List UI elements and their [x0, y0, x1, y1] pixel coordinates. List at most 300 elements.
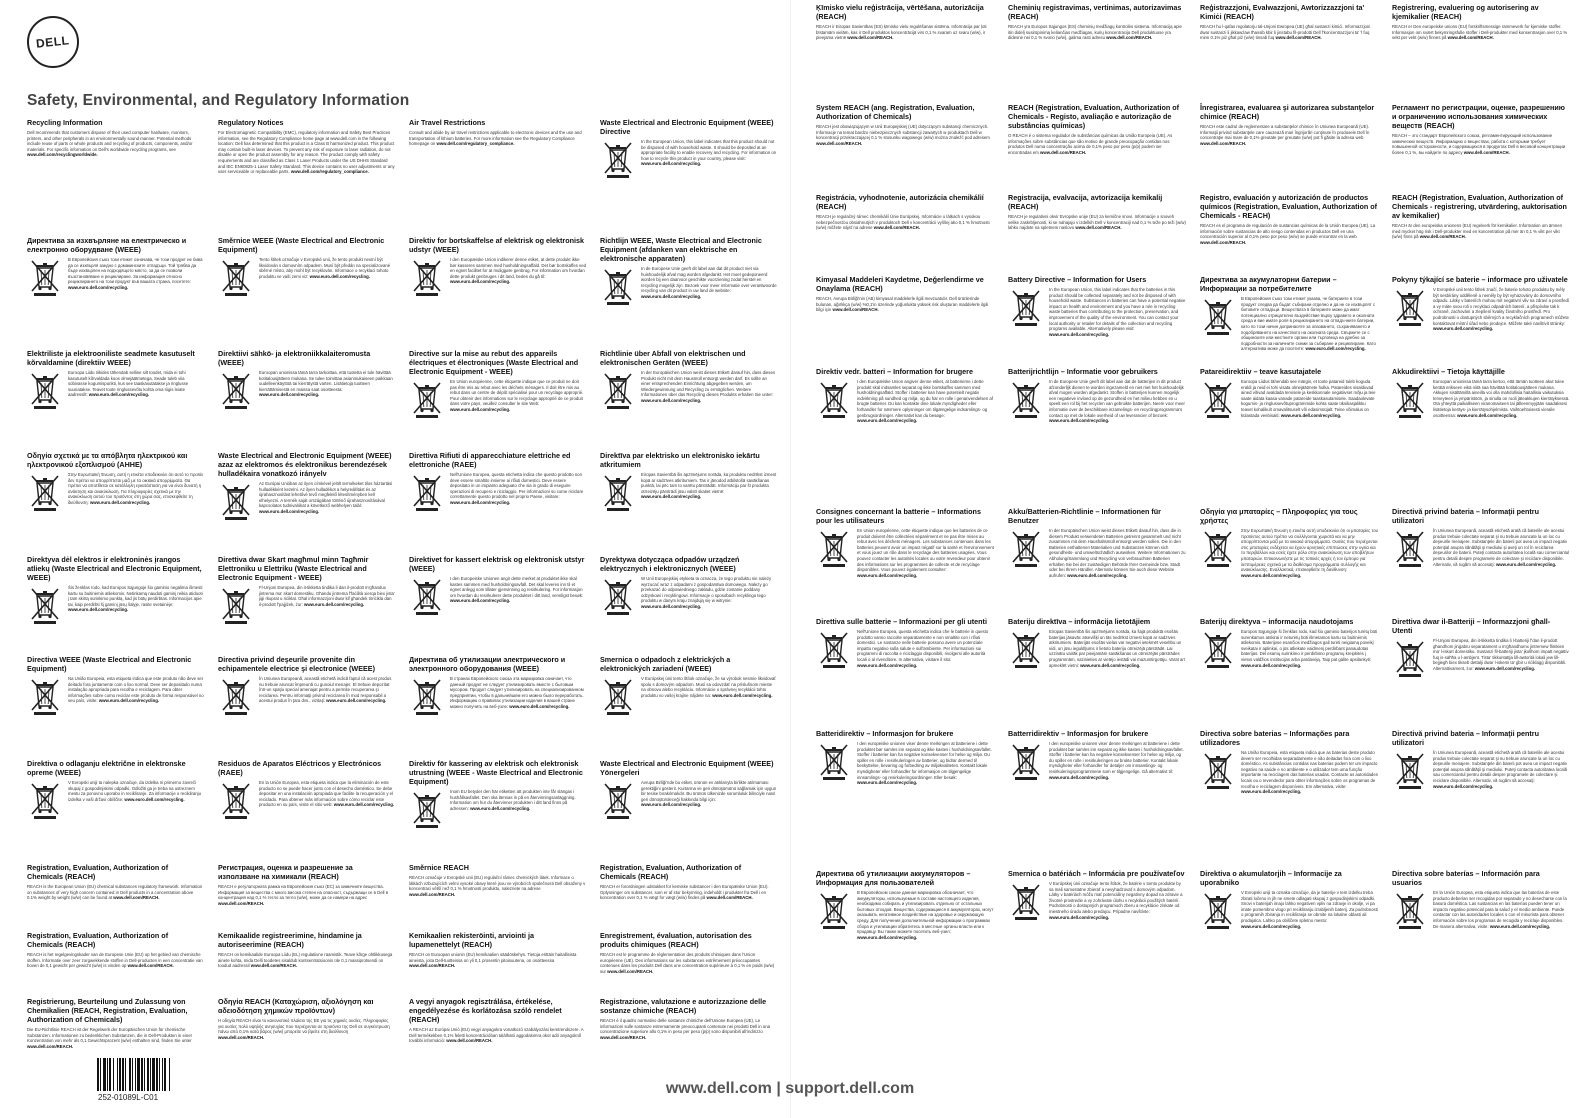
- section: [218, 118, 395, 236]
- section-text: [641, 780, 777, 820]
- section: [1008, 367, 1186, 507]
- section-text: [450, 379, 586, 419]
- section-body-text: REACH označuje v Evropské unii (EU) regulační rámec chemických látek. Informace o látkách vzbuzujících velmi vysoké obavy které jsou ve výrobcích společnosti Dell obsaženy v koncentraci větší než 0,1 % hmotnosti produktu, naleznete na adrese: [409, 875, 586, 892]
- section-url-link[interactable]: www.euro.dell.com/recycling.: [857, 780, 918, 786]
- section-text: [1008, 133, 1186, 155]
- section-body: [1200, 296, 1378, 352]
- crossed-bin-icon: [816, 379, 852, 419]
- section-body-text: V Evropski uniji ta oznaka označuje, da je baterije v tem izdelku treba zbirati ločeno in jih ne smete odlagati skupaj z gospodinjskimi odpadki. Snovi v baterijah imajo lahko negativen vpliv na zdravje in okolje, vi pa imate pomembno vlogo pri recikliranju izrabljenih baterij. Za podrobnosti o programih zbiranja in recikliranja se obrnite na lokalne oblasti ali prodajalca. Lahko pa obiščete spletno mesto:: [1241, 890, 1378, 923]
- section-body-text: In der Europäischen Union weist dieses Etikett darauf hin, dass die in diesem Produkt verwendeten Batterien getrennt gesammelt und nicht zusammen mit dem Haushaltsmüll entsorgt werden sollen. Die in den Batterien enthaltenen Materialien und Substanzen können sich gesundheits- und umweltschädlich auswirken. Weitere Informationen zu Abholung/Sammlung und Recycling von verbrauchten Batterien erhalten Sie bei der zuständigen Behörde Ihrer Gemeinde bzw. Stadt oder bei Ihrem Händler. Alternativ können Sie auch diese Website aufrufen:: [1049, 528, 1186, 578]
- section-heading: Battery Directive – Information for Users: [1008, 275, 1147, 284]
- crossed-bin-icon: [1200, 890, 1236, 930]
- section: [409, 236, 586, 349]
- section-body: [409, 676, 586, 716]
- section-heading: Waste Electrical and Electronic Equipment (WEEE) azaz az elektromos és elektronikus berendezések hulladékaira vonatkozó irányelv: [218, 451, 392, 478]
- section: [1392, 275, 1570, 367]
- crossed-bin-icon: [1200, 750, 1236, 790]
- section-url-link[interactable]: www.dell.com/REACH.: [409, 963, 456, 969]
- section-body: [816, 629, 994, 669]
- section-body-text: V Evropské unii tento štítek značí, že baterie tohoto produktu by měly být sesbírány odděleně a neměly by být vyhazovány do domovního odpadu. Látky v bateriích mohou mít negativní vliv na zdraví a prostředí a vy máte svou roli v recyklaci odpadních baterií, a přispíváte tak k ochraně, zachování a zlepšení kvality životního prostředí. Pro podrobnosti o dostupných sběrných a recyklačních programech můžete kontaktovat místní úřad nebo prodejce. Můžete také navštívit stránky:: [1433, 287, 1570, 326]
- section-heading: Directiva sobre baterías – Información para usuarios: [1392, 869, 1540, 887]
- section-url-link[interactable]: www.dell.com/REACH.: [816, 140, 863, 146]
- section-url-link[interactable]: www.euro.dell.com/recycling.: [304, 601, 365, 607]
- section-text: [1241, 528, 1378, 578]
- section: [218, 997, 395, 1081]
- section-body-text: REACH hu l-qafas regolatorju tal-Unjoni Ewropea (UE) għal sustanzi kimiċi. Informazzjoni dwar sustanzi li jikkawżaw tħassib kbir li jinstabu fil-prodotti Dell f'konċentrazzjoni ta' 'l fuq minn 0.1% piż għal piż (w/w) tinsab fuq: [1200, 24, 1371, 41]
- section-body: [816, 214, 994, 231]
- section-url-link[interactable]: www.euro.dell.com/recycling.: [68, 607, 129, 613]
- section-heading: Registrering, evaluering og autorisering av kjemikalier (REACH): [1392, 3, 1539, 21]
- section-url-link[interactable]: www.euro.dell.com/recycling.: [641, 293, 702, 299]
- section-text: [1200, 24, 1378, 41]
- section-url-link[interactable]: www.euro.dell.com/recycling.: [1433, 326, 1494, 332]
- section-text: [1049, 629, 1186, 669]
- section-body-text: Na União Europeia, esta etiqueta indica que este produto não deve ser deitado fora juntamente com o lixo normal. Deve ser depositado numa instalação apropriada para recolha e reciclagem. Para obter informações sobre como reciclar este produto de forma responsável no seu país, visite:: [68, 676, 204, 704]
- section-url-link[interactable]: www.dell.com/REACH.: [1419, 234, 1466, 240]
- crossed-bin-icon: [218, 370, 254, 410]
- section-body-text: REACH, Avrupa Birliği'nin (AB) kimyasal maddelerle ilgili mevzuatıdır. Dell ürünlerinde bulunan, ağırlıkça (w/w) %0,1'in üzerinde yoğunlukta yüksek risk oluşturan maddelerle ilgili bilgi için: [816, 296, 989, 313]
- section-url-link[interactable]: www.dell.com/regulatory_compliance.: [436, 141, 515, 147]
- section-url-link[interactable]: www.euro.dell.com/recycling.: [98, 698, 160, 704]
- section-body: [1392, 638, 1570, 678]
- section: [27, 555, 204, 655]
- section-text: [409, 875, 586, 897]
- section: [218, 655, 395, 759]
- section-text: [259, 370, 395, 410]
- section: [600, 997, 777, 1081]
- section: [600, 118, 777, 236]
- section-body: [1200, 379, 1378, 419]
- section-body-text: Euroopan unionissa tämä tarra tarkoittaa, että tuotetta ei tule hävittää kotitalousjätteen mukana. Se tulee toimittaa asianmukaiseen paikkaan uudelleenkäyttöä tai kierrätystä varten. Lisätietoja tuotteen kierrättämisestä eri maissa saat osoitteesta:: [259, 370, 393, 392]
- section: [816, 729, 994, 869]
- section-text: [450, 576, 586, 616]
- section-body: [27, 257, 204, 297]
- crossed-bin-icon: [1008, 741, 1044, 781]
- left-panel: [0, 0, 790, 1118]
- crossed-bin-icon: [600, 576, 636, 616]
- crossed-bin-icon: [1008, 629, 1044, 669]
- section-body: [600, 676, 777, 716]
- section-url-link[interactable]: www.dell.com/REACH.: [113, 895, 160, 901]
- section-heading: Akkudirektiivi – Tietoja käyttäjille: [1392, 367, 1505, 376]
- section-heading: Richtlijn WEEE, Waste Electrical and Electronic Equipment (afdanken van elektrische en elektronische apparaten): [600, 236, 762, 263]
- crossed-bin-icon: [1392, 379, 1428, 419]
- section-body-text: REACH is het regelgevingskader van de Europese Unie (EU) op het gebied van chemische stoffen. Informatie over zeer zorgwekkende stoffen in Dell-producten in een concentratie van boven de 0,1 gewicht per gewicht (w/w) is vinden op: [27, 952, 203, 969]
- crossed-bin-icon: [218, 585, 254, 625]
- section-body-text: В Европейском союзе данная маркировка обозначает, что аккумуляторы, используемые в составе настоящего изделия, необходимо собирать и утилизировать отдельно от остальных бытовых отходов. Вещества, содержащиеся в аккумуляторах, могут оказывать негативное воздействие на здоровье и окружающую среду. Для получения дополнительной информации о программах сбора и утилизации обратитесь в местные органы власти или к продавцу. Вы также можете посетить веб-узел:: [857, 890, 994, 935]
- section-body: [816, 379, 994, 424]
- section-url-link[interactable]: www.euro.dell.com/recycling.: [1049, 331, 1110, 337]
- section-text: [1241, 750, 1378, 795]
- section-body: [1392, 287, 1570, 332]
- section-url-link[interactable]: www.euro.dell.com/recycling.: [857, 662, 918, 668]
- crossed-bin-icon: [27, 257, 63, 297]
- section-heading: Kimyasal Maddeleri Kaydetme, Değerlendirme ve Onaylama (REACH): [816, 275, 984, 293]
- section-heading: Înregistrarea, evaluarea şi autorizarea substanţelor chimice (REACH): [1200, 103, 1375, 121]
- barcode: [97, 1058, 195, 1091]
- section-url-link[interactable]: www.dell.com/regulatory_compliance.: [290, 169, 369, 175]
- section-text: [218, 884, 395, 906]
- section-body: [218, 952, 395, 969]
- section-body: [1008, 881, 1186, 921]
- section-body: [1200, 750, 1378, 795]
- section-url-link[interactable]: www.euro.dell.com/recycling.: [1067, 572, 1128, 578]
- section-heading: Cheminių registravimas, vertinimas, autorizavimas (REACH): [1008, 3, 1182, 21]
- section-text: [1008, 24, 1186, 41]
- section-url-link[interactable]: www.euro.dell.com/recycling.: [89, 499, 151, 505]
- section-heading: Direktīva par elektrisko un elektronisko iekārtu atkritumiem: [600, 451, 760, 469]
- section-heading: Οδηγία σχετικά με τα απόβλητα ηλεκτρικού και ηλεκτρονικού εξοπλισμού (ΑΗΗΕ): [27, 451, 188, 469]
- section-heading: Директива за акумулаторни батерии – Информации за потребителите: [1200, 275, 1337, 293]
- section-heading: Direttiva Rifiuti di apparecchiature elettriche ed elettroniche (RAEE): [409, 451, 571, 469]
- section-heading: Směrnice REACH: [409, 863, 469, 872]
- section-heading: Reģistrazzjoni, Evalwazzjoni, Awtorizzazzjoni ta' Kimiċi (REACH): [1200, 3, 1365, 21]
- section-text: [68, 257, 204, 297]
- section-body: [1200, 629, 1378, 669]
- section-heading: Waste Electrical and Electronic Equipment (WEEE) Directive: [600, 118, 774, 136]
- section-body-text: REACH er forordningen udstukket for kemiske substancer i den Europæiske Union (EU). Oplysninger om substancer, som er af stor bekymring, indeholdt i produkter fra Dell i en koncentration over 0,1 % vægt for vægt (w/w) findes på: [600, 884, 769, 901]
- crossed-bin-icon: [218, 257, 254, 297]
- section-heading: Registrierung, Beurteilung und Zulassung von Chemikalien (REACH, Registration, Evaluation, Authorization of Chemicals): [27, 997, 188, 1024]
- section-body-text: REACH är den europeiska unionens (EU) regelverk för kemikalier. Information om ämnen med mycket hög risk i Dell-produkter med en koncentration på mer än 0,1 % vikt per vikt (w/w) finns på: [1392, 223, 1563, 240]
- section-url-link[interactable]: www.euro.dell.com/recycling.: [641, 802, 702, 808]
- section-heading: Recycling Information: [27, 118, 103, 127]
- section-url-link[interactable]: www.dell.com/REACH.: [1200, 239, 1247, 245]
- section-text: [816, 214, 994, 231]
- section-heading: Smernica o batériách – Informácia pre používateľov: [1008, 869, 1185, 878]
- section-body-text: Europos Sąjungoje ši ženklas rodo, kad šio gaminio baterijos turėtų būti surenkamos atskirai ir neturėtų būti išmetamos kartu su buitinėmis atliekomis. Baterijose esančios medžiagos gali turėti neigiamą poveikį sveikatai ir aplinkai, o jūs atliekate vaidmenį perdirbant panaudotas baterijas. Dėl esamų surinkimo ir perdirbimo programų kreipkitės į vietos valdžios institucijas arba pardavėją. Taip pat galite apsilankyti:: [1241, 629, 1378, 662]
- section-body: [218, 1018, 395, 1040]
- section-text: [27, 1027, 204, 1049]
- section-body: [816, 124, 994, 146]
- crossed-bin-icon: [816, 890, 852, 930]
- section-text: [600, 884, 777, 901]
- section-url-link[interactable]: www.dell.com/REACH.: [250, 963, 297, 969]
- section-heading: Enregistrement, évaluation, autorisation des produits chimiques (REACH): [600, 931, 752, 949]
- barcode-bar: [170, 1058, 171, 1091]
- section-url-link[interactable]: www.dell.com/REACH.: [218, 1034, 265, 1040]
- section: [218, 349, 395, 451]
- section-url-link[interactable]: www.dell.com/REACH.: [847, 35, 894, 41]
- dell-logo: [27, 16, 79, 68]
- section: [409, 655, 586, 759]
- section-url-link[interactable]: www.euro.dell.com/recycling.: [641, 603, 702, 609]
- section-url-link[interactable]: www.euro.dell.com/recycling.: [641, 161, 702, 167]
- section-text: [1392, 133, 1570, 155]
- section-heading: Direktiivi sähkö- ja elektroniikkalaiteromusta (WEEE): [218, 349, 371, 367]
- section-body-text: REACH er Den europeiske unions (EU) forskriftsmessige rammeverk for kjemiske stoffer. Informasjon om svært bekymringsfulle stoffer i Dell-produkter med konsentrasjon over 0,1 % vekt per vekt (w/w) finnes på: [1392, 24, 1568, 41]
- section-body: [218, 370, 395, 410]
- section-url-link[interactable]: www.euro.dell.com/recycling.: [1241, 789, 1302, 795]
- section-text: [259, 481, 395, 521]
- section: [218, 863, 395, 931]
- section-body: [218, 130, 395, 175]
- section-url-link[interactable]: www.euro.dell.com/recycling.: [1049, 914, 1110, 920]
- section-url-link[interactable]: www.euro.dell.com/recycling.: [1305, 346, 1366, 352]
- section-url-link[interactable]: www.dell.com/REACH.: [706, 895, 753, 901]
- section-url-link[interactable]: www.euro.dell.com/recycling.: [1049, 774, 1110, 780]
- footer-urls: www.dell.com | support.dell.com: [665, 1080, 915, 1097]
- section: [1008, 869, 1186, 1039]
- section-body: [1200, 124, 1378, 146]
- section-body-text: REACH е регулаторната рамка на Европейския съюз (ЕС) за химичните вещества. Информация за вещества с много висока степен на опасност, съдържащи се в Dell в концентрация над 0,1 % тегло за тегло (w/w), може да се намери на адрес: [218, 884, 388, 901]
- section-body-text: Dell recommends that customers dispose of their used computer hardware, monitors, printers, and other peripherals in an environmentally sound manner. Potential methods include reuse of parts or whole products and recycling of products, components, and/or materials. For specific information on Dell's worldwide recycling programs, see: [27, 130, 193, 152]
- section-body-text: V Európskej únii označuje tento štítok, že batérie v tomto produkte by sa mali samostatne zbierať a nevyhadzovať s domovým odpadom. Látky v batériách môžu mať potenciálny negatívny dopad na zdravie a životné prostredie a vy zohrávate úlohu v recyklácii použitých batérií. Podrobnosti o dostupných programoch zberu a recyklácie získate od miestneho úradu alebo predajcu. Prípadne navštívte:: [1049, 881, 1183, 914]
- section-heading: REACH (Registration, Evaluation, Authorization of Chemicals - registrering, utvärdering, auktorisation av kemikalier): [1392, 193, 1567, 220]
- left-sections-grid: [27, 118, 779, 1081]
- crossed-bin-icon: [1200, 296, 1236, 336]
- section-body-text: Eiropas Savienībā šis apzīmējums norāda, ka produktu nedrīkst izmest kopā ar sadzīves atkritumiem. Tas ir jānodod atbilstošā savākšanas punktā, lai pēc tam to varētu pārstrādāt. Informāciju par šī produkta otrreizēju pārstrādi jūsu valstī skatiet vietnē:: [641, 472, 777, 494]
- section-text: [857, 741, 994, 786]
- section: [600, 759, 777, 863]
- section-url-link[interactable]: www.dell.com/REACH.: [218, 900, 265, 906]
- section-text: [816, 296, 994, 313]
- section-heading: Directiva sobre baterias – Informações para utilizadores: [1200, 729, 1350, 747]
- section-text: [1049, 287, 1186, 337]
- section-url-link[interactable]: www.dell.com/REACH.: [1463, 149, 1510, 155]
- section-url-link[interactable]: www.dell.com/REACH.: [127, 963, 174, 969]
- section-url-link[interactable]: www.dell.com/REACH.: [1075, 225, 1122, 231]
- section-url-link[interactable]: www.euro.dell.com/recycling.: [1241, 572, 1302, 578]
- section: [600, 451, 777, 555]
- section-heading: Direttiva dwar il-Batteriji – Informazzjoni għall-Utenti: [1392, 617, 1551, 635]
- section-url-link[interactable]: www.euro.dell.com/recycling.: [1080, 662, 1141, 668]
- section-body-text: Inom EU betyder den här etiketten att produkten inte får slängas i hushållsavfallet. Den ska lämnas in på en återvinningsanläggning. Information om hur du återvinner produkten i ditt land finns på adressen:: [450, 789, 576, 811]
- section-url-link[interactable]: www.euro.dell.com/recycling.: [712, 692, 773, 698]
- section-text: [1392, 223, 1570, 240]
- section-body: [409, 1027, 586, 1044]
- section-body-text: Tento štítek označuje v Evropské unii, že tento produkt nesmí být likvidován s domovním odpadem. Musí být předán na specializované sběrné místo, aby mohl být recyklován. Informace o recyklaci tohoto produktu ve vaší zemi viz:: [259, 257, 391, 279]
- section-body-text: En la Unión Europea, esta etiqueta indica que la eliminación de este producto no se puede hacer junto con el desecho doméstico. Se debe depositar en una instalación apropiada que facilite la recuperación y el reciclado. Para obtener más información sobre cómo reciclar este producto en su país, visite el sitio web:: [259, 780, 394, 808]
- section: [27, 931, 204, 997]
- crossed-bin-icon: [409, 379, 445, 419]
- section: [27, 236, 204, 349]
- section: [600, 349, 777, 451]
- section-body: [218, 780, 395, 820]
- section-text: [68, 472, 204, 512]
- section-url-link[interactable]: www.dell.com/REACH.: [600, 1034, 647, 1040]
- section-heading: Smernica o odpadoch z elektrických a elektronických zariadení (WEEE): [600, 655, 731, 673]
- section-heading: Direktiv vedr. batteri – Information for brugere: [816, 367, 973, 376]
- section-body: [1392, 133, 1570, 155]
- crossed-bin-icon: [409, 576, 445, 616]
- section-url-link[interactable]: www.euro.dell.com/recycling.: [857, 572, 918, 578]
- section-text: [218, 130, 395, 175]
- section: [1008, 507, 1186, 617]
- section-heading: Direktivet for kassert elektrisk og elektronisk utstyr (WEEE): [409, 555, 585, 573]
- section: [218, 555, 395, 655]
- section-text: [450, 789, 586, 829]
- crossed-bin-icon: [27, 370, 63, 410]
- section-heading: Registrazione, valutazione e autorizzazione delle sostanze chimiche (REACH): [600, 997, 767, 1015]
- crossed-bin-icon: [600, 266, 636, 306]
- section-heading: Baterijų direktyva – informacija naudotojams: [1200, 617, 1354, 626]
- crossed-bin-icon: [27, 676, 63, 716]
- section-heading: Batterridirektiv – Informasjon for brukere: [1008, 729, 1149, 738]
- section-url-link[interactable]: www.euro.dell.com/recycling.: [857, 418, 918, 424]
- section-body: [1200, 24, 1378, 41]
- section-url-link[interactable]: www.euro.dell.com/recycling.: [124, 796, 185, 802]
- section-url-link[interactable]: www.euro.dell.com/recycling.: [259, 392, 320, 398]
- section-url-link[interactable]: www.dell.com/REACH.: [1275, 35, 1322, 41]
- section-heading: Residuos de Aparatos Eléctricos y Electrónicos (RAEE): [218, 759, 382, 777]
- section-heading: Registracija, evalvacija, avtorizacija kemikalij (REACH): [1008, 193, 1163, 211]
- section-heading: REACH (Registration, Evaluation, Authorization of Chemicals - Registo, avaliação e autorização de substâncias químicas): [1008, 103, 1180, 130]
- section-text: [1200, 223, 1378, 245]
- section-url-link[interactable]: www.euro.dell.com/recycling.: [326, 698, 387, 704]
- section-url-link[interactable]: www.euro.dell.com/recycling.: [641, 494, 702, 500]
- crossed-bin-icon: [600, 472, 636, 512]
- section-text: [1241, 296, 1378, 352]
- section-url-link[interactable]: www.euro.dell.com/recycling.: [88, 392, 150, 398]
- crossed-bin-icon: [816, 629, 852, 669]
- section: [27, 118, 204, 236]
- section-url-link[interactable]: www.euro.dell.com/recycling.: [1495, 561, 1557, 567]
- section: [409, 863, 586, 931]
- crossed-bin-icon: [816, 528, 852, 568]
- section-url-link[interactable]: www.dell.com/REACH.: [1447, 35, 1494, 41]
- section-url-link[interactable]: www.euro.dell.com/recycling.: [450, 598, 511, 604]
- section-url-link[interactable]: www.dell.com/REACH.: [832, 307, 879, 313]
- section-body-text: Eiropas Savienībā šis apzīmējums norāda, ka šajā produktā esošās baterijas jāsavāc atsevišķi un tās nedrīkst izmest kopā ar sadzīves atkritumiem. Baterijās esošās vielas var negatīvi ietekmēt veselību un vidi, un jūsu ieguldījums ir lietoto bateriju otrreizējā pārstrādē. Lai uzzinātu vairāk par pieejamām savākšanas un otrreizējās pārstrādes programmām, sazinieties ar vietējo iestādi vai mazumtirgotāju. Varat arī apmeklēt vietni:: [1049, 629, 1186, 668]
- section-url-link[interactable]: www.dell.com/REACH.: [607, 968, 654, 974]
- crossed-bin-icon: [600, 780, 636, 820]
- section-url-link[interactable]: www.euro.dell.com/recycling.: [1457, 412, 1518, 418]
- section-heading: Kemikaalide registreerimine, hindamine ja autoriseerimine (REACH): [218, 931, 362, 949]
- section-body: [1200, 223, 1378, 245]
- section-text: [1433, 379, 1570, 419]
- section-url-link[interactable]: www.dell.com/REACH.: [27, 1043, 74, 1049]
- section-url-link[interactable]: www.euro.dell.com/recycling.: [470, 805, 531, 811]
- section-heading: Air Travel Restrictions: [409, 118, 486, 127]
- section-url-link[interactable]: www.euro.dell.com/recycling.: [450, 406, 511, 412]
- section-url-link[interactable]: www.dell.com/recyclingworldwide.: [27, 152, 98, 158]
- section-heading: Registration, Evaluation, Authorization of Chemicals (REACH): [600, 863, 742, 881]
- section-url-link[interactable]: www.dell.com/REACH.: [409, 891, 456, 897]
- section-body: [1008, 741, 1186, 781]
- section-url-link[interactable]: www.euro.dell.com/recycling.: [1049, 418, 1110, 424]
- section: [27, 863, 204, 931]
- section-text: [1049, 741, 1186, 781]
- section-text: [1433, 750, 1570, 790]
- section: [816, 869, 994, 1039]
- section-text: [1392, 24, 1570, 41]
- section: [27, 655, 204, 759]
- section: [600, 555, 777, 655]
- section-url-link[interactable]: www.euro.dell.com/recycling.: [1433, 783, 1494, 789]
- section-body-text: REACH ir Eiropas Savienības (ES) ķīmisko vielu regulēšanas sistēma. Informācija par ļoti bīstamām vielām, kas ir Dell produktos koncentrācijā virs 0,1 % svaram uz svaru (w/w), ir pieejama vietnē: [816, 24, 987, 41]
- section: [1392, 103, 1570, 193]
- section-url-link[interactable]: www.euro.dell.com/recycling.: [857, 934, 918, 940]
- section-body: [816, 528, 994, 578]
- section: [218, 236, 395, 349]
- section-body-text: Euroopan unionissa tämä tarra kertoo, että tämän tuotteen akut tulee kerätä erikseen eikä niitä saa hävittää kotitalousjätteen mukana. Akkujen sisältämillä aineilla voi olla mahdollisia haitallisia vaikutuksia terveyteen ja ympäristöön, ja sinulla on rooli jäteakkujen kierrätyksessä. Ota yhteyttä paikalliseen viranomaiseen tai jälleenmyyjään saadaksesi lisätietoja keräys- ja kierrätysohjelmista. Vaihtoehtoisesti vieraile osoitteessa:: [1433, 379, 1570, 418]
- section-text: [1241, 379, 1378, 419]
- section-heading: Registration, Evaluation, Authorization of Chemicals (REACH): [27, 931, 169, 949]
- section-body: [600, 576, 777, 616]
- section-body-text: Az Európai Unióban az ilyen címkével jelölt termékeket tilos háztartási hulladékként kezelni. Az ilyen hulladékot a helyreállítást és az újrahasznosítást lehetővé tevő megfelelő létesítményben kell elhelyezni. A termék saját országában történő újrahasznosításával kapcsolatos tudnivalókat a következő webhelyen talál:: [259, 481, 393, 509]
- section-body: [600, 472, 777, 512]
- section-body-text: Στην Ευρωπαϊκή Ένωση, αυτή η ετικέτα υποδεικνύει ότι αυτό το προϊόν δεν πρέπει να απορρίπτεται μαζί με τα οικιακά απορρίμματα. Θα πρέπει να αποτίθεται σε κατάλληλη εγκατάσταση για να είναι δυνατή η ανάκτηση και ανακύκλωση. Για πληροφορίες σχετικά με την ανακύκλωση αυτού του προϊόντος στη χώρα σας, επισκεφθείτε τη διεύθυνση:: [68, 472, 204, 505]
- section-text: [27, 952, 204, 969]
- section-body-text: Die EU-Richtlinie REACH ist der Regelwerk der Europäischen Union für chemische Substanzen. Informationen zu bedenklichen Substanzen, die in Dell-Produkten in einer Konzentration von mehr als 0,1 Gewichtsprozent (w/w) enthalten sind, finden Sie unter: [27, 1027, 193, 1044]
- section-body-text: Nell'Unione Europea, questa etichetta indica che le batterie in questo prodotto vanno raccolte separatamente e non smaltite con i rifiuti domestici. Le sostanze nelle batterie possono avere un potenziale impatto negativo sulla salute e sull'ambiente. Per informazioni sui programmi di raccolta e riciclaggio disponibili, rivolgersi alle autorità locali o al rivenditore. In alternativa, visitare il sito:: [857, 629, 989, 662]
- section-body: [600, 266, 777, 306]
- section-body: [27, 472, 204, 512]
- section-url-link[interactable]: www.euro.dell.com/recycling.: [1474, 665, 1536, 671]
- section-url-link[interactable]: www.euro.dell.com/recycling.: [309, 273, 370, 279]
- section-body: [600, 952, 777, 974]
- section-url-link[interactable]: www.euro.dell.com/recycling.: [641, 397, 702, 403]
- section-text: [259, 257, 395, 297]
- section-body: [409, 952, 586, 969]
- section-url-link[interactable]: www.dell.com/REACH.: [1200, 140, 1247, 146]
- section-heading: Richtlinie über Abfall von elektrischen und elektronischen Geräten (WEEE): [600, 349, 746, 367]
- section-text: [409, 952, 586, 969]
- section-body-text: În Uniunea Europeană, această etichetă indică faptul că acest produs nu trebuie aruncat împreună cu gunoiul menajer. El trebuie depozitat într-un spaţiu special amenajat pentru a permite recuperarea şi reciclarea. Pentru informaţii privind reciclarea în mod responsabil a acestui produs în ţara dvs., vizitaţi:: [259, 676, 392, 704]
- part-number: 252-01089L-C01: [98, 1093, 159, 1102]
- section-body-text: O REACH é o sistema regulador de substâncias químicas da União Europeia (UE). As informações sobre substâncias que são motivo de grande preocupação contidas nos produtos Dell numa concentração acima de 0,1% peso por peso (p/p) podem ser encontradas em: [1008, 133, 1173, 155]
- section-url-link[interactable]: www.euro.dell.com/recycling.: [450, 499, 511, 505]
- section-url-link[interactable]: www.dell.com/REACH.: [446, 1038, 493, 1044]
- section-text: [857, 629, 994, 669]
- section-url-link[interactable]: www.dell.com/REACH.: [1106, 35, 1153, 41]
- crossed-bin-icon: [1392, 890, 1428, 930]
- section-body: [816, 24, 994, 41]
- logo-text: DELL: [35, 33, 71, 51]
- crossed-bin-icon: [409, 472, 445, 512]
- crossed-bin-icon: [27, 472, 63, 512]
- section-body: [1008, 133, 1186, 155]
- crossed-bin-icon: [1008, 379, 1044, 419]
- section-url-link[interactable]: www.euro.dell.com/recycling.: [1280, 412, 1342, 418]
- section-text: [1200, 124, 1378, 146]
- section-heading: Direttiva sulle batterie – Informazioni per gli utenti: [816, 617, 987, 626]
- section-url-link[interactable]: www.euro.dell.com/recycling.: [1241, 662, 1302, 668]
- section-body: [27, 130, 204, 158]
- section-text: [641, 266, 777, 306]
- section-url-link[interactable]: www.euro.dell.com/recycling.: [1241, 923, 1302, 929]
- section-body-text: Fl-Unjoni Ewropea, din it-tikketta tindika li dan il-prodott m'għandux jintrema ma' skart domestiku. Għandu jintrema f'faċilità xierqa biex jista' jiġi rkuprat u riċiklat. Għal informazzjoni dwar kif għandek tirriċikla dan il-prodott f'pajjiżek, żur:: [259, 585, 395, 607]
- section-url-link[interactable]: www.euro.dell.com/recycling.: [450, 279, 511, 285]
- section-url-link[interactable]: www.euro.dell.com/recycling.: [259, 508, 320, 514]
- section-text: [857, 890, 994, 940]
- section-url-link[interactable]: www.euro.dell.com/recycling.: [68, 284, 129, 290]
- section-body: [816, 890, 994, 940]
- section-url-link[interactable]: www.euro.dell.com/recycling.: [509, 703, 570, 709]
- section-text: [1433, 287, 1570, 332]
- section-text: [600, 952, 777, 974]
- section-heading: Directivă privind bateria – Informaţii pentru utilizatori: [1392, 507, 1539, 525]
- section-body-text: REACH – это стандарт Европейского союза, регламентирующий использование химических веществ. Информацию о веществах, работа с которыми требует повышенной осторожности, и содержащихся в продуктах Dell в весовой концентрации более 0,1 %, вы найдете по адресу: [1392, 133, 1566, 155]
- section-heading: Bateriju direktīva – informācija lietotājiem: [1008, 617, 1151, 626]
- section-heading: Direktiv för kassering av elektrisk och elektronisk utrustning (WEEE - Waste Electrical and Electronic Equipment): [409, 759, 583, 786]
- section-heading: Registrácia, vyhodnotenie, autorizácia chemikálií (REACH): [816, 193, 984, 211]
- section-url-link[interactable]: www.euro.dell.com/recycling.: [333, 802, 395, 808]
- section-body: [816, 741, 994, 786]
- crossed-bin-icon: [409, 789, 445, 829]
- section-url-link[interactable]: www.euro.dell.com/recycling.: [1489, 923, 1551, 929]
- section: [1200, 729, 1378, 869]
- section-heading: Direktiv for bortskaffelse af elektrisk og elektronisk udstyr (WEEE): [409, 236, 584, 254]
- section-body: [1008, 24, 1186, 41]
- section-text: [450, 676, 586, 716]
- section-text: [450, 472, 586, 512]
- section-url-link[interactable]: www.dell.com/REACH.: [1040, 149, 1087, 155]
- crossed-bin-icon: [27, 585, 63, 625]
- section-url-link[interactable]: www.dell.com/REACH.: [873, 225, 920, 231]
- section-heading: Registro, evaluación y autorización de productos químicos (Registration, Evaluation, Authorization of Chemicals - REACH): [1200, 193, 1378, 220]
